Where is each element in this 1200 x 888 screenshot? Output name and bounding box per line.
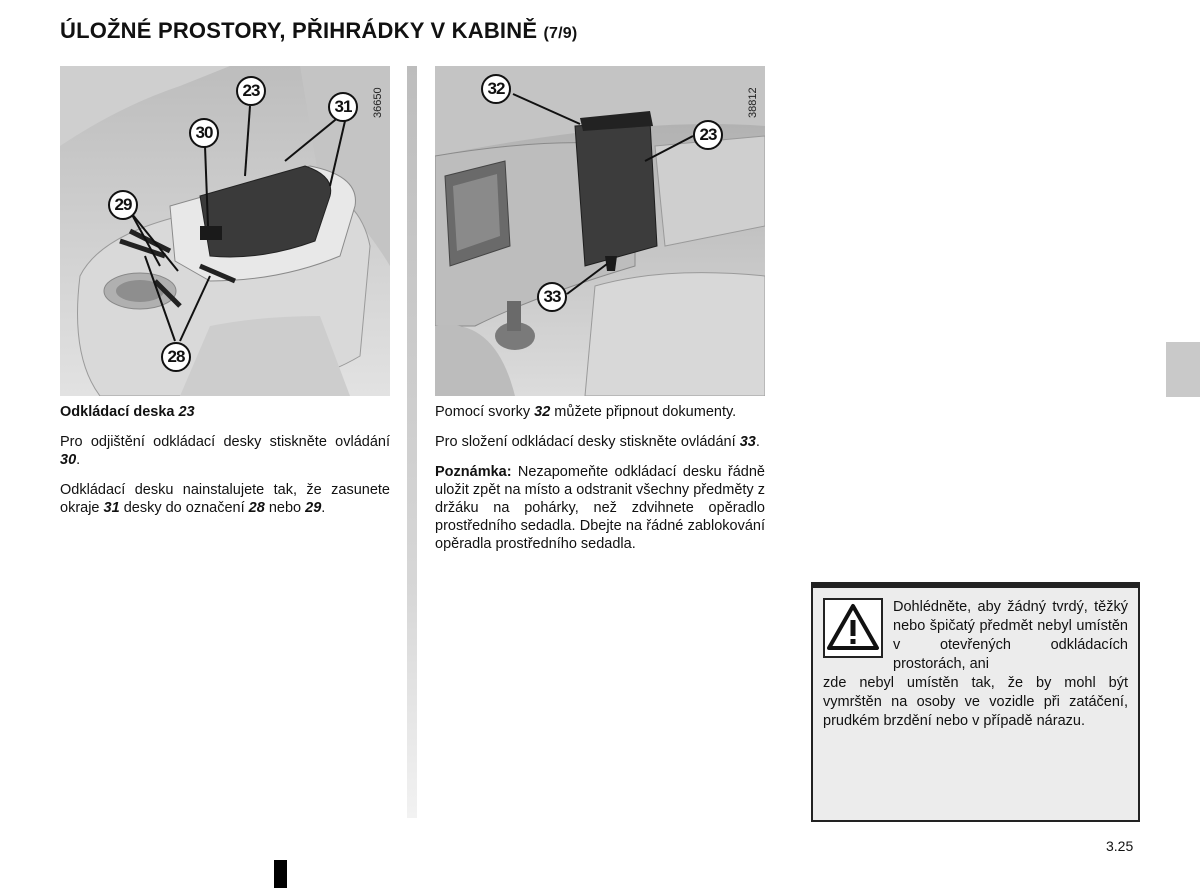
paragraph-text: Pro složení odkládací desky stiskněte ovládání [435, 434, 736, 450]
callout-28: 28 [161, 342, 191, 372]
warning-triangle-icon [823, 598, 883, 658]
figure-document-holder [435, 66, 765, 396]
column-divider [407, 66, 417, 818]
page-title-text: ÚLOŽNÉ PROSTORY, PŘIHRÁDKY V KABINĚ [60, 18, 538, 43]
paragraph-install: Odkládací desku nainstalujete tak, že zasunete okraje 31 desky do označení 28 nebo 29. [60, 482, 390, 516]
paragraph-text: nebo [268, 500, 302, 516]
heading-ref: 23 [178, 404, 195, 420]
figure-reference-number: 36650 [372, 87, 384, 118]
right-text-column [435, 403, 765, 565]
callout-32: 32 [481, 74, 511, 104]
page-number: 3.25 [1106, 838, 1134, 854]
warning-text-top: Dohlédněte, aby žádný tvrdý, těžký nebo špičatý předmět nebyl umístěn v otevřených odkládacích prostorách, ani [893, 599, 1128, 672]
figure-armrest-tray [60, 66, 390, 396]
ref-28: 28 [248, 500, 265, 516]
page-part-indicator: (7/9) [543, 25, 578, 42]
paragraph-text: desky do označení [123, 500, 245, 516]
paragraph-text: Pomocí svorky [435, 404, 531, 420]
paragraph-unlock: Pro odjištění odkládací desky stiskněte ovládání 30. [60, 434, 390, 468]
callout-31: 31 [328, 92, 358, 122]
page-title [60, 18, 577, 44]
warning-box [811, 582, 1140, 822]
note-text: Nezapomeňte odkládací desku řádně uložit zpět na místo a odstranit všechny předměty z držáku na pohárky, než zdvihnete opěradlo prostředního sedadla. Dbejte na řádné zablokování opěradla prostředního sedadla. [435, 464, 765, 552]
paragraph-text: Odkládací desku nainstalujete tak, že zasunete okraje [60, 482, 390, 516]
figure-reference-number: 38812 [747, 87, 759, 118]
ref-32: 32 [534, 404, 551, 420]
ref-33: 33 [739, 434, 756, 450]
heading-text: Odkládací deska [60, 404, 175, 420]
section-heading [60, 403, 390, 421]
callout-30: 30 [189, 118, 219, 148]
chapter-tab-marker [1166, 342, 1200, 397]
document-holder-illustration [435, 66, 765, 396]
paragraph-text: Pro odjištění odkládací desky stiskněte ovládání [60, 434, 390, 450]
callout-23: 23 [693, 120, 723, 150]
callout-33: 33 [537, 282, 567, 312]
print-mark [274, 860, 287, 888]
ref-29: 29 [305, 500, 322, 516]
ref-31: 31 [103, 500, 120, 516]
ref-30: 30 [60, 452, 77, 468]
left-text-column [60, 403, 390, 529]
callout-29: 29 [108, 190, 138, 220]
callout-23: 23 [236, 76, 266, 106]
note-label: Poznámka: [435, 464, 512, 480]
paragraph-text: můžete připnout dokumenty. [554, 404, 737, 420]
paragraph-clip [435, 403, 765, 421]
warning-text-bottom: zde nebyl umístěn tak, že by mohl být vymrštěn na osoby ve vozidle při zatáčení, prudkém brzdění nebo v případě nárazu. [823, 675, 1128, 729]
paragraph-note [435, 463, 765, 553]
paragraph-fold: Pro složení odkládací desky stiskněte ovládání 33. [435, 434, 760, 450]
